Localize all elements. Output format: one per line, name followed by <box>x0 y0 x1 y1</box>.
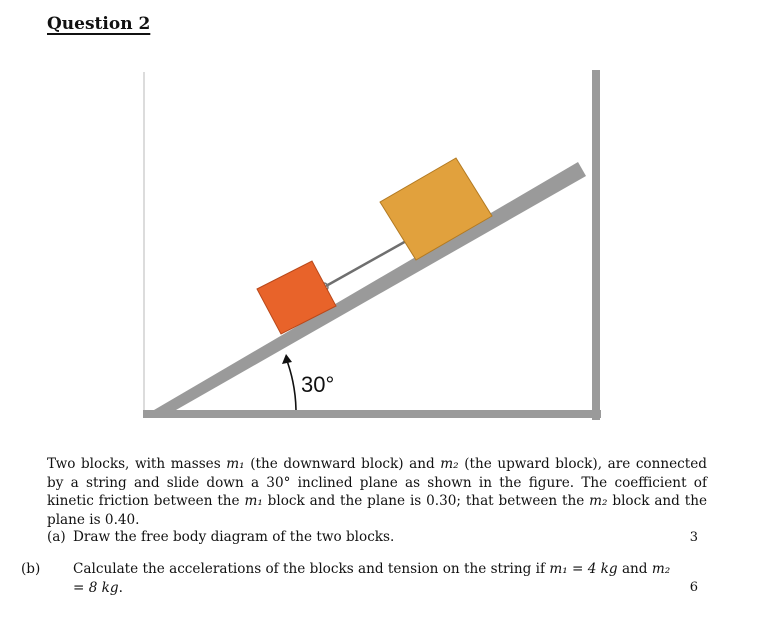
incline-figure <box>140 66 605 424</box>
paragraph-text: (the downward block) and <box>244 456 441 472</box>
part-a-label: (a) <box>47 529 66 545</box>
mass-m2: m₂ <box>589 493 608 509</box>
problem-paragraph <box>47 455 707 529</box>
part-b-label: (b) <box>21 561 41 577</box>
mass-m1: m₁ <box>226 456 245 472</box>
angle-arrowhead <box>282 354 292 364</box>
paragraph-text: block and the plane is 0.30; that between the <box>262 493 590 509</box>
part-b-marks: 6 <box>689 580 698 595</box>
part-b <box>21 560 673 598</box>
inclined-plane <box>154 162 586 410</box>
question-title: Question 2 <box>47 14 151 34</box>
mass-m1: m₁ <box>244 493 263 509</box>
paragraph-text: block and the plane is 0.40. <box>47 493 708 528</box>
part-a-text: Draw the free body diagram of the two blocks. <box>73 529 395 545</box>
paragraph-text: Two blocks, with masses <box>47 456 227 472</box>
angle-arc <box>286 358 296 410</box>
part-b-text: and <box>617 561 652 577</box>
part-b-text: Calculate the accelerations of the blocks and tension on the string if <box>73 561 550 577</box>
part-b-text: . <box>118 580 123 596</box>
mass-m2: m₂ <box>440 456 459 472</box>
paragraph-text: (the upward block), are connected by a string and slide down a 30° inclined plane as shown in the figure. The coefficient of kinetic friction between the <box>47 456 707 509</box>
equation-m1: m₁ = 4 kg <box>549 561 618 577</box>
incline-diagram <box>140 66 605 424</box>
floor <box>143 410 601 418</box>
equation-m2: m₂ = 8 kg <box>73 561 671 596</box>
block-m2 <box>380 158 492 260</box>
part-a <box>47 528 677 547</box>
part-a-marks: 3 <box>689 530 698 545</box>
wall <box>592 70 600 420</box>
angle-label: 30° <box>301 372 335 397</box>
